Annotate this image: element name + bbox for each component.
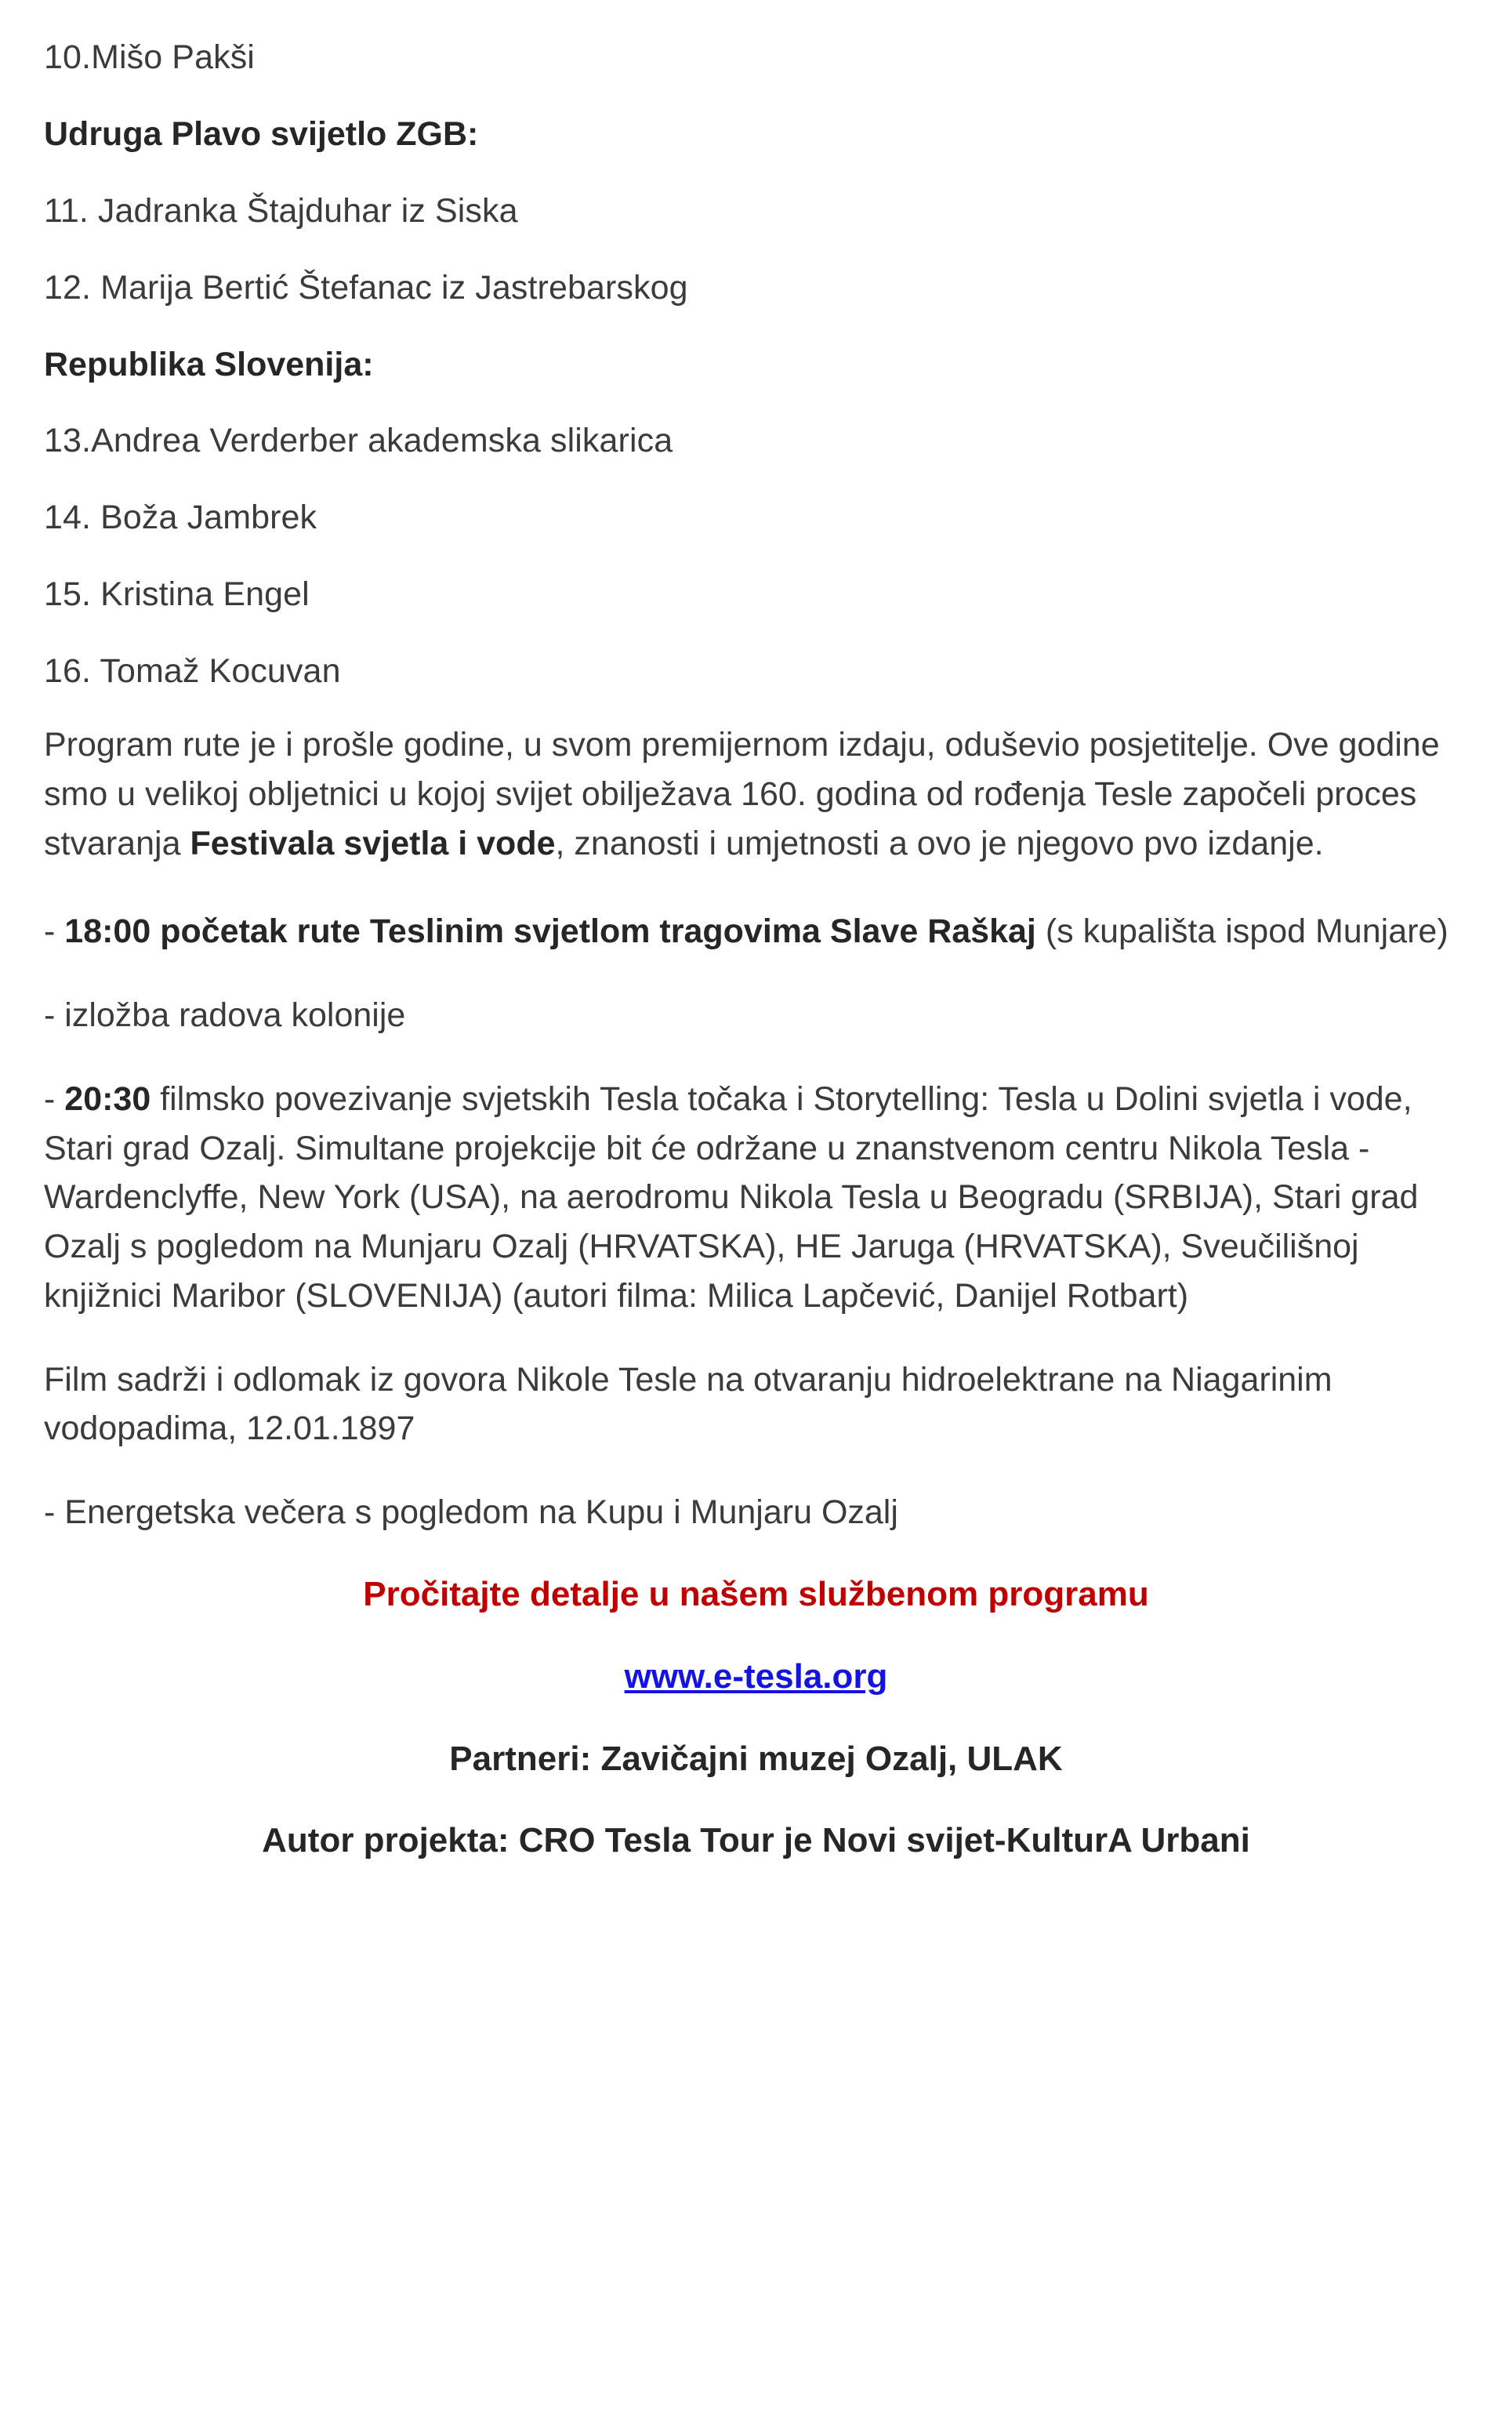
website-link[interactable]: www.e-tesla.org: [624, 1657, 888, 1696]
intro-paragraph-part2: , znanosti i umjetnosti a ovo je njegovo pvo izdanje.: [555, 824, 1324, 862]
call-to-action-text: Pročitajte detalje u našem službenom programu: [363, 1574, 1149, 1613]
schedule-item-izlozba: - izložba radova kolonije: [44, 996, 406, 1035]
intro-paragraph-part1: Program rute je i prošle godine, u svom premijernom izdaju, oduševio posjetitelje. Ove godine smo u velikoj obljetnici u kojoj svijet obilježava 160. godina od rođenja Tesle započeli proces stvaranja: [44, 726, 1440, 862]
list-item-14: 14. Boža Jambrek: [44, 499, 317, 537]
schedule-item-2030-bold: 20:30: [64, 1079, 151, 1118]
schedule-item-1800-bold: 18:00 početak rute Teslinim svjetlom tragovima Slave Raškaj: [64, 912, 1036, 951]
schedule-item-1800-rest: (s kupališta ispod Munjare): [1035, 912, 1449, 951]
schedule-item-1800: [44, 907, 1467, 956]
schedule-item-energetska-vecera: - Energetska večera s pogledom na Kupu i Munjaru Ozalj: [44, 1493, 898, 1532]
schedule-item-1800-dash: -: [44, 912, 65, 951]
list-item-10: 10.Mišo Pakši: [44, 38, 255, 76]
list-item-12: 12. Marija Bertić Štefanac iz Jastrebarskog: [44, 268, 688, 307]
partners-line: Partneri: Zavičajni muzej Ozalj, ULAK: [449, 1740, 1063, 1779]
list-item-11: 11. Jadranka Štajduhar iz Siska: [44, 191, 518, 230]
section-heading-republika-slovenija: Republika Slovenija:: [44, 345, 374, 383]
list-item-15: 15. Kristina Engel: [44, 575, 310, 614]
list-item-13: 13.Andrea Verderber akademska slikarica: [44, 422, 673, 460]
section-heading-udruga-plavo-svijetlo-zgb: Udruga Plavo svijetlo ZGB:: [44, 114, 479, 153]
schedule-item-2030: [44, 1075, 1467, 1321]
list-item-16: 16. Tomaž Kocuvan: [44, 652, 341, 691]
project-author-line: Autor projekta: CRO Tesla Tour je Novi svijet-KulturA Urbani: [262, 1820, 1250, 1859]
schedule-item-2030-dash: -: [44, 1079, 65, 1118]
film-note-paragraph: Film sadrži i odlomak iz govora Nikole Tesle na otvaranju hidroelektrane na Niagarinim vodopadima, 12.01.1897: [44, 1360, 1333, 1448]
intro-paragraph-festival-bold: Festivala svjetla i vode: [190, 824, 556, 862]
intro-paragraph: [44, 720, 1467, 868]
schedule-item-2030-rest: filmsko povezivanje svjetskih Tesla točaka i Storytelling: Tesla u Dolini svjetla i vode, Stari grad Ozalj. Simultane projekcije bit će održane u znanstvenom centru Nikola Tesla - Wardenclyffe, New York (USA), na aerodromu Nikola Tesla u Beogradu (SRBIJA), Stari grad Ozalj s pogledom na Munjaru Ozalj (HRVATSKA), HE Jaruga (HRVATSKA), Sveučilišnoj knjižnici Maribor (SLOVENIJA) (autori filma: Milica Lapčević, Danijel Rotbart): [44, 1079, 1419, 1315]
